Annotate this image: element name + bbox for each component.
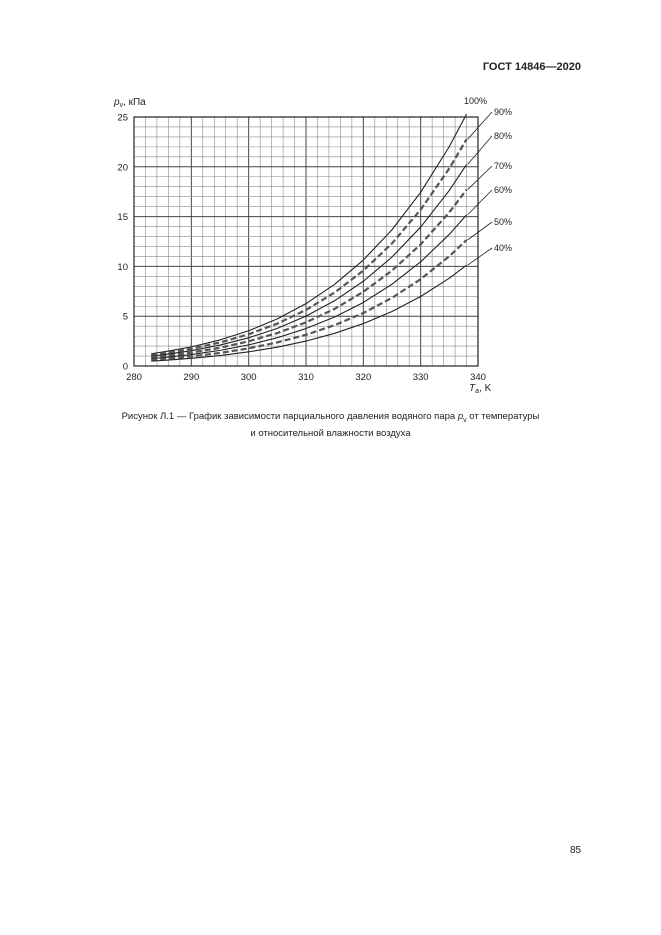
y-tick-label: 20 xyxy=(117,162,128,174)
caption-line-2: и относительной влажности воздуха xyxy=(250,427,411,439)
standard-designation: ГОСТ 14846—2020 xyxy=(482,61,581,73)
x-axis-label xyxy=(469,383,492,395)
series-leader-line xyxy=(468,190,492,215)
y-axis-symbol: p xyxy=(114,97,120,108)
x-tick-label: 280 xyxy=(126,372,142,383)
x-tick-label: 340 xyxy=(470,372,486,383)
y-axis-unit: , кПа xyxy=(123,97,146,108)
y-tick-label: 10 xyxy=(117,261,128,273)
series-line-50pct xyxy=(151,240,466,360)
caption-prefix: Рисунок Л.1 — График зависимости парциального давления водяного пара xyxy=(121,411,456,422)
y-tick-label: 5 xyxy=(122,311,128,323)
y-axis-subscript: v xyxy=(119,102,124,109)
series-line-90pct xyxy=(151,139,466,355)
caption-symbol: p xyxy=(457,411,464,422)
series-leader-line xyxy=(468,166,492,190)
x-tick-label: 320 xyxy=(355,372,372,383)
series-line-70pct xyxy=(151,190,466,358)
series-label: 40% xyxy=(494,243,513,253)
series-leader-line xyxy=(468,222,492,240)
series-leader-line xyxy=(468,136,492,165)
y-tick-label: 25 xyxy=(117,112,128,124)
x-tick-label: 310 xyxy=(298,372,314,383)
series-label: 60% xyxy=(494,185,513,195)
caption-suffix: от температуры xyxy=(469,411,540,422)
y-tick-label: 15 xyxy=(117,212,128,224)
y-axis-label xyxy=(113,97,146,109)
series-label: 70% xyxy=(494,161,513,171)
x-tick-label: 330 xyxy=(412,372,429,383)
x-axis-subscript: a xyxy=(475,388,480,395)
y-tick-label: 0 xyxy=(122,361,128,373)
x-axis-unit: , K xyxy=(479,383,492,394)
x-axis-symbol: T xyxy=(469,383,476,394)
humidity-pressure-chart xyxy=(0,0,661,400)
figure-caption xyxy=(0,410,661,440)
series-label: 100% xyxy=(464,96,488,106)
x-tick-label: 290 xyxy=(183,372,200,383)
series-line-100pct xyxy=(151,114,466,354)
caption-line-1 xyxy=(0,410,661,427)
series-label: 50% xyxy=(494,217,513,227)
x-tick-label: 300 xyxy=(240,372,257,383)
series-leader-line xyxy=(468,112,492,139)
series-label: 90% xyxy=(494,107,513,117)
series-label: 80% xyxy=(494,131,513,141)
page-number: 85 xyxy=(570,845,582,856)
caption-symbol-sub: v xyxy=(463,416,467,424)
